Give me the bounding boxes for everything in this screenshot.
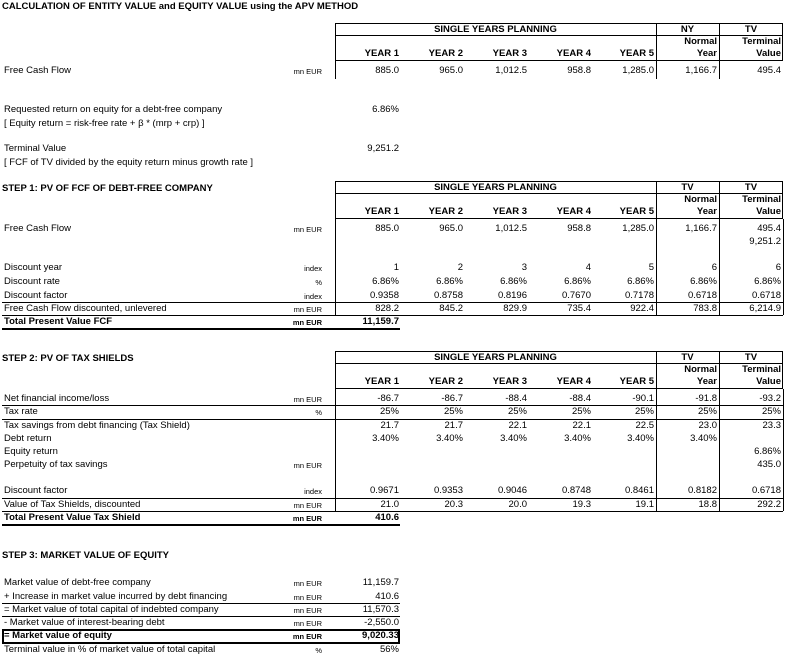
step1-ny-divider-body [656,219,657,315]
step2-value: 3.40% [372,433,399,444]
step2-value: -90.1 [632,393,654,404]
step2-value: -93.2 [759,393,781,404]
step1-value: 1 [393,262,399,273]
step1-value: 6.86% [690,276,717,287]
step3-row-unit: mn EUR [293,619,322,628]
step2-rule [2,405,783,406]
step2-row-unit: mn EUR [293,395,322,404]
step1-title: STEP 1: PV OF FCF OF DEBT-FREE COMPANY [2,183,213,194]
fcf-value: 965.0 [439,65,463,76]
step3-value: 9,020.33 [362,630,399,641]
step2-value: 25% [443,406,463,417]
step1-value: 922.4 [630,303,654,314]
terminal-value-label: Terminal Value [4,143,67,154]
step1-row-label: Discount year [4,262,63,273]
step2-value: 23.3 [762,420,781,431]
step1-value: 958.8 [567,223,591,234]
step1-rule [2,302,783,303]
step1-value: 0.6718 [751,290,781,301]
step1-terminal-top: Terminal [742,194,781,205]
step1-row-label: Free Cash Flow [4,223,72,234]
step3-value: 410.6 [375,591,399,602]
step2-value: 18.8 [698,499,717,510]
step2-total-value: 410.6 [375,512,399,523]
page-title: CALCULATION OF ENTITY VALUE and EQUITY VALUE using the APV METHOD [2,1,359,12]
step2-value: 19.1 [635,499,654,510]
step1-value: 845.2 [439,303,463,314]
step3-value: 56% [379,644,399,655]
intro-tv-divider-body [719,61,720,79]
step2-value: -88.4 [569,393,591,404]
step1-total-value: 11,159.7 [362,316,399,327]
step2-value: -88.4 [505,393,527,404]
step2-left-divider [335,389,336,511]
step2-value: 25% [571,406,591,417]
fcf-value: 1,285.0 [622,65,654,76]
step3-row-unit: mn EUR [293,579,322,588]
intro-year-1: YEAR 1 [364,48,399,59]
step2-row-label: Perpetuity of tax savings [4,459,108,470]
fcf-label: Free Cash Flow [4,65,72,76]
terminal-value-formula: [ FCF of TV divided by the equity return minus growth rate ] [4,157,254,168]
step2-row-unit: % [315,408,322,417]
step1-value: 965.0 [439,223,463,234]
step1-left-divider [335,219,336,315]
step1-tv-divider-body [719,219,720,315]
step1-year-5: YEAR 5 [619,206,654,217]
step1-value: 6 [711,262,717,273]
step2-row-unit: index [304,487,322,496]
step1-group-tv: TV [744,182,758,193]
step1-value: 0.8758 [433,290,463,301]
step1-value: 1,166.7 [685,223,717,234]
step2-row-label: Tax rate [4,406,38,417]
intro-group-ny: NY [680,24,695,35]
step2-value: 3.40% [627,433,654,444]
step2-total-rule [2,524,400,526]
step2-value: 3.40% [564,433,591,444]
step2-value: 0.8748 [561,485,591,496]
intro-normal-top: Normal [684,36,717,47]
fcf-value: 958.8 [567,65,591,76]
step1-value: 0.6718 [687,290,717,301]
step2-terminal-top: Terminal [742,364,781,375]
step1-total-unit: mn EUR [292,318,322,327]
step2-value: 25% [379,406,399,417]
step1-value: 9,251.2 [749,236,781,247]
step2-value: 3.40% [690,433,717,444]
terminal-value-value: 9,251.2 [367,143,399,154]
step1-value: 1,012.5 [495,223,527,234]
step2-value: -91.8 [695,393,717,404]
fcf-value: 495.4 [757,65,781,76]
step1-group-ny: TV [681,182,694,193]
step2-row-unit: mn EUR [293,461,322,470]
fcf-value: 885.0 [375,65,399,76]
step3-title: STEP 3: MARKET VALUE OF EQUITY [2,550,169,561]
intro-left-divider [335,61,336,79]
step2-total-unit: mn EUR [292,514,322,523]
step1-value: 828.2 [375,303,399,314]
step2-value: 292.2 [757,499,781,510]
step2-value: 21.7 [380,420,399,431]
step1-year-2: YEAR 2 [428,206,463,217]
intro-year-4: YEAR 4 [556,48,591,59]
step1-row-label: Discount rate [4,276,60,287]
step2-value: 21.7 [444,420,463,431]
step2-rule [2,419,783,420]
step1-group-single: SINGLE YEARS PLANNING [434,182,557,193]
intro-terminal-top: Terminal [742,36,781,47]
step1-row-unit: mn EUR [293,305,322,314]
step3-row-unit: mn EUR [292,632,322,641]
step1-value: 6.86% [564,276,591,287]
step2-total-label: Total Present Value Tax Shield [4,512,141,523]
step2-group-single: SINGLE YEARS PLANNING [434,352,557,363]
step2-value: 22.1 [508,420,527,431]
step1-value: 6 [775,262,781,273]
fcf-unit: mn EUR [293,67,322,76]
step3-row-unit: mn EUR [293,593,322,602]
step1-total-label: Total Present Value FCF [4,316,113,327]
step2-value: 0.9046 [497,485,527,496]
step1-value: 495.4 [757,223,781,234]
step2-year-1: YEAR 1 [364,376,399,387]
step1-row-unit: index [304,292,322,301]
step1-value: 0.8196 [497,290,527,301]
step2-value: -86.7 [441,393,463,404]
step2-right-border [783,389,784,511]
step1-value: 6.86% [627,276,654,287]
step3-value: -2,550.0 [364,617,399,628]
intro-terminal-bottom: Value [756,48,781,59]
step2-normal-top: Normal [684,364,717,375]
step2-value: 25% [761,406,781,417]
intro-year-5: YEAR 5 [619,48,654,59]
step1-value: 6,214.9 [749,303,781,314]
step1-value: 1,285.0 [622,223,654,234]
step2-group-ny: TV [681,352,694,363]
step1-row-unit: mn EUR [293,225,322,234]
step3-row-label: Market value of debt-free company [4,577,151,588]
step1-normal-bottom: Year [696,206,717,217]
step2-row-label: Net financial income/loss [4,393,110,404]
step2-value: 22.5 [635,420,654,431]
step1-row-unit: % [315,278,322,287]
step3-row-unit: mn EUR [293,606,322,615]
step2-tv-divider-body [719,389,720,511]
step2-value: 22.1 [572,420,591,431]
fcf-value: 1,012.5 [495,65,527,76]
req-return-value: 6.86% [372,104,399,115]
step2-row-label: Debt return [4,433,52,444]
step2-value: 0.6718 [751,485,781,496]
step3-value: 11,570.3 [362,604,399,615]
equity-result-box [2,629,400,644]
step2-value: 3.40% [500,433,527,444]
step2-value: 0.9353 [433,485,463,496]
step2-ny-divider-body [656,389,657,511]
step1-total-rule [2,328,400,330]
step2-value: 23.0 [698,420,717,431]
step1-value: 0.7178 [624,290,654,301]
step3-row-label: - Market value of interest-bearing debt [4,617,165,628]
step2-terminal-bottom: Value [756,376,781,387]
step2-value: 25% [697,406,717,417]
step1-value: 2 [457,262,463,273]
step1-year-3: YEAR 3 [492,206,527,217]
step2-year-2: YEAR 2 [428,376,463,387]
step2-year-3: YEAR 3 [492,376,527,387]
step1-year-4: YEAR 4 [556,206,591,217]
step2-rule [2,498,783,499]
step1-value: 783.8 [693,303,717,314]
step2-value: 19.3 [572,499,591,510]
step2-value: 20.0 [508,499,527,510]
step2-year-5: YEAR 5 [619,376,654,387]
step1-value: 6.86% [754,276,781,287]
step2-value: 25% [634,406,654,417]
step1-value: 0.9358 [369,290,399,301]
intro-group-single: SINGLE YEARS PLANNING [434,24,557,35]
step2-row-unit: mn EUR [293,501,322,510]
step2-value: -86.7 [377,393,399,404]
step2-value: 6.86% [754,446,781,457]
step2-value: 0.8461 [624,485,654,496]
step1-value: 6.86% [436,276,463,287]
step1-value: 829.9 [503,303,527,314]
step1-terminal-bottom: Value [756,206,781,217]
req-return-formula: [ Equity return = risk-free rate + β * (mrp + crp) ] [4,118,205,129]
step2-row-label: Value of Tax Shields, discounted [4,499,141,510]
step1-value: 885.0 [375,223,399,234]
step1-value: 3 [521,262,527,273]
step2-value: 0.8182 [687,485,717,496]
step2-normal-bottom: Year [696,376,717,387]
intro-year-2: YEAR 2 [428,48,463,59]
step2-group-tv: TV [744,352,758,363]
step2-title: STEP 2: PV OF TAX SHIELDS [2,353,134,364]
step2-value: 25% [507,406,527,417]
step3-value: 11,159.7 [362,577,399,588]
step1-value: 6.86% [500,276,527,287]
step1-value: 735.4 [567,303,591,314]
step3-rule [2,603,400,604]
step2-value: 21.0 [380,499,399,510]
step1-value: 6.86% [372,276,399,287]
step3-row-label: + Increase in market value incurred by debt financing [4,591,228,602]
step2-value: 20.3 [444,499,463,510]
intro-ny-divider-body [656,61,657,79]
step2-row-label: Discount factor [4,485,68,496]
step2-row-label: Equity return [4,446,58,457]
step1-row-label: Discount factor [4,290,68,301]
intro-group-tv: TV [744,24,758,35]
step1-value: 0.7670 [561,290,591,301]
step1-value: 4 [585,262,591,273]
intro-normal-bottom: Year [696,48,717,59]
step3-rule [2,616,400,617]
req-return-label: Requested return on equity for a debt-free company [4,104,223,115]
step1-value: 5 [648,262,654,273]
step3-row-label: = Market value of total capital of indebted company [4,604,219,615]
step2-value: 435.0 [757,459,781,470]
step1-row-unit: index [304,264,322,273]
step1-year-1: YEAR 1 [364,206,399,217]
step2-row-label: Tax savings from debt financing (Tax Shield) [4,420,190,431]
step2-value: 0.9671 [369,485,399,496]
step2-value: 3.40% [436,433,463,444]
step3-row-unit: % [315,646,322,655]
step3-row-label: Terminal value in % of market value of total capital [4,644,216,655]
step1-row-label: Free Cash Flow discounted, unlevered [4,303,167,314]
fcf-value: 1,166.7 [685,65,717,76]
intro-year-3: YEAR 3 [492,48,527,59]
step3-row-label: = Market value of equity [4,630,112,641]
step1-normal-top: Normal [684,194,717,205]
step1-right-border [783,219,784,315]
step2-year-4: YEAR 4 [556,376,591,387]
